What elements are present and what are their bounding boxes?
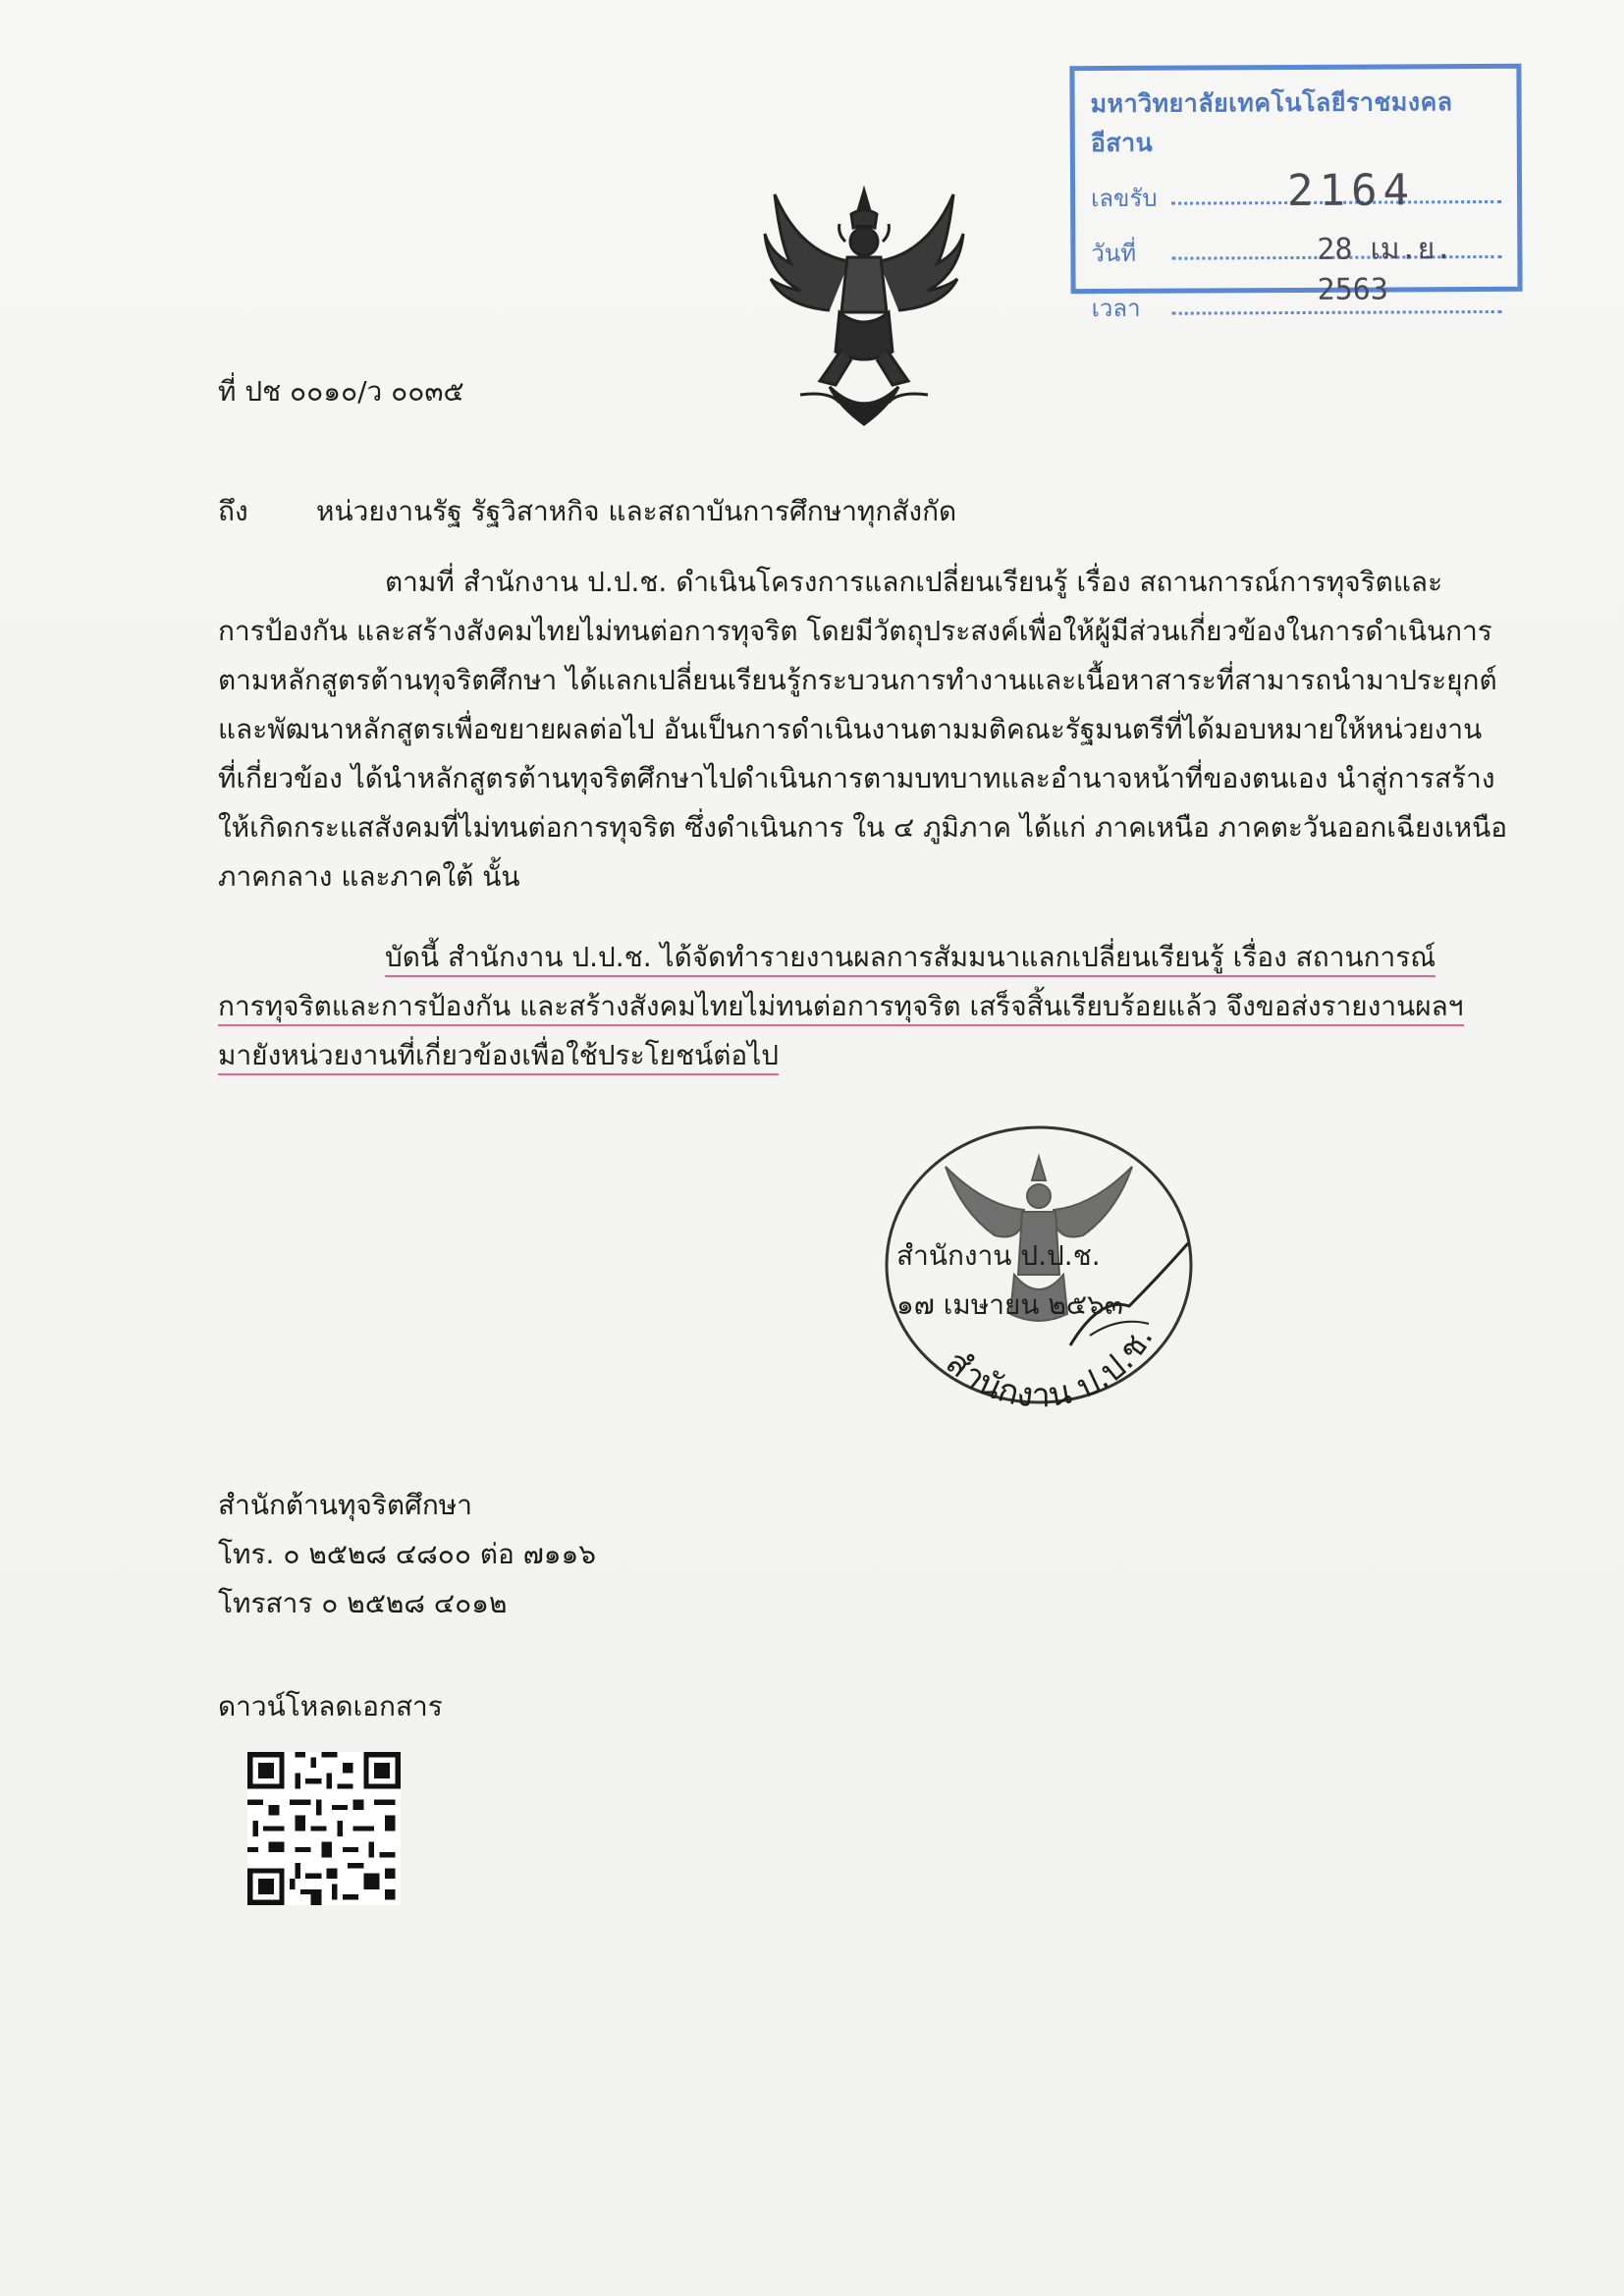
seal-inner-line1: สำนักงาน ป.ป.ช. <box>896 1239 1101 1272</box>
highlighted-text: มายังหน่วยงานที่เกี่ยวข้องเพื่อใช้ประโยชน์ต่อไป <box>218 1039 779 1075</box>
contact-phone: โทร. ๐ ๒๕๒๘ ๔๘๐๐ ต่อ ๗๑๑๖ <box>218 1538 597 1570</box>
receipt-number-row <box>1091 167 1501 218</box>
paragraph-line: ตามที่ สำนักงาน ป.ป.ช. ดำเนินโครงการแลกเปลี่ยนเรียนรู้ เรื่อง สถานการณ์การทุจริตและ <box>385 566 1443 598</box>
receipt-time-row <box>1092 277 1502 328</box>
paragraph-line: ให้เกิดกระแสสังคมที่ไม่ทนต่อการทุจริต ซึ่งดำเนินการ ใน ๔ ภูมิภาค ได้แก่ ภาคเหนือ ภาคตะวันออกเฉียงเหนือ <box>218 811 1508 844</box>
highlighted-text: บัดนี้ สำนักงาน ป.ป.ช. ได้จัดทำรายงานผลการสัมมนาแลกเปลี่ยนเรียนรู้ เรื่อง สถานการณ์ <box>385 941 1435 977</box>
paragraph-line: ภาคกลาง และภาคใต้ นั้น <box>218 860 520 893</box>
contact-fax: โทรสาร ๐ ๒๕๒๘ ๔๐๑๒ <box>218 1587 508 1619</box>
paragraph-line <box>218 933 1465 982</box>
receipt-number-label: เลขรับ <box>1091 184 1158 213</box>
seal-ring-text: สำนักงาน ป.ป.ช. <box>938 1320 1162 1412</box>
paragraph-line: การป้องกัน และสร้างสังคมไทยไม่ทนต่อการทุจริต โดยมีวัตถุประสงค์เพื่อให้ผู้มีส่วนเกี่ยวข้องในการดำเนินการ <box>218 615 1492 647</box>
receipt-date-row <box>1091 222 1501 307</box>
highlighted-text: การทุจริตและการป้องกัน และสร้างสังคมไทยไม่ทนต่อการทุจริต เสร็จสิ้นเรียบร้อยแล้ว จึงขอส่งรายงานผลฯ <box>218 990 1464 1026</box>
download-label: ดาวน์โหลดเอกสาร <box>218 1690 443 1722</box>
garuda-emblem-icon <box>761 185 967 428</box>
paragraph-line <box>218 1031 1465 1080</box>
recipient-label: ถึง <box>218 495 248 527</box>
paragraph-line: ที่เกี่ยวข้อง ได้นำหลักสูตรต้านทุจริตศึกษาไปดำเนินการตามบทบาทและอำนาจหน้าที่ของตนเอง นำสู่การสร้าง <box>218 762 1495 794</box>
receipt-number-value: 2164 <box>1286 165 1416 217</box>
recipient-text: หน่วยงานรัฐ รัฐวิสาหกิจ และสถาบันการศึกษาทุกสังกัด <box>316 495 957 527</box>
contact-office: สำนักต้านทุจริตศึกษา <box>218 1489 472 1521</box>
paragraph-line <box>218 982 1465 1031</box>
paragraph-background <box>218 558 1508 902</box>
receipt-date-value: 28 เม.ย. 2563 <box>1317 232 1453 307</box>
contact-block <box>218 1481 596 1628</box>
paragraph-line: และพัฒนาหลักสูตรเพื่อขยายผลต่อไป อันเป็นการดำเนินงานตามมติคณะรัฐมนตรีที่ได้มอบหมายให้หน่วยงาน <box>218 713 1483 745</box>
receipt-time-label: เวลา <box>1091 294 1141 323</box>
receipt-stamp <box>1069 64 1522 323</box>
receipt-date-label: วันที่ <box>1091 239 1137 268</box>
paragraph-line: ตามหลักสูตรต้านทุจริตศึกษา ได้แลกเปลี่ยนเรียนรู้กระบวนการทำงานและเนื้อหาสาระที่สามารถนำมาประยุกต์ <box>218 664 1497 696</box>
qr-code-icon[interactable] <box>247 1752 401 1905</box>
receipt-organization: มหาวิทยาลัยเทคโนโลยีราชมงคลอีสาน <box>1090 87 1453 158</box>
reference-number: ที่ ปช ๐๐๑๐/ว ๐๐๓๕ <box>218 375 464 408</box>
signature-icon <box>1060 1237 1198 1355</box>
paragraph-announcement <box>218 933 1465 1080</box>
seal-inner-line2: ๑๗ เมษายน ๒๕๖๓ <box>896 1288 1123 1321</box>
